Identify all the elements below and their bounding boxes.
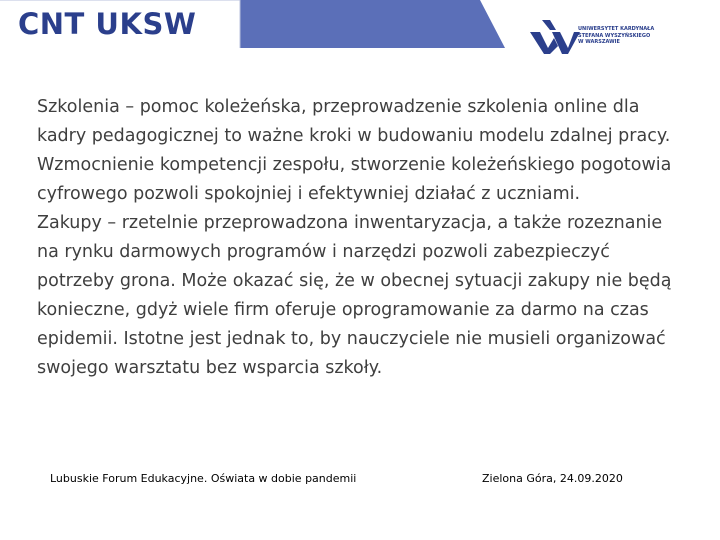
slide-body (37, 93, 683, 383)
uksw-logo-line-2: STEFANA WYSZYŃSKIEGO (578, 32, 651, 39)
paragraph-szkolenia: Szkolenia – pomoc koleżeńska, przeprowadzenie szkolenia online dla kadry pedagogicznej to ważne kroki w budowaniu modelu zdalnej pracy. Wzmocnienie kompetencji zespołu, stworzenie koleżeńskiego pogotowia cyfrowego pozwoli spokojniej i efektywniej działać z uczniami. (37, 97, 672, 204)
uksw-logo-line-3: W WARSZAWIE (578, 39, 620, 45)
cnt-uksw-logo: CNT UKSW (18, 7, 197, 41)
header-band-shape (240, 0, 505, 48)
footer-event-title: Lubuskie Forum Edukacyjne. Oświata w dobie pandemii (50, 472, 357, 485)
uksw-logo-text (578, 26, 654, 46)
header (0, 0, 720, 62)
paragraph-zakupy: Zakupy – rzetelnie przeprowadzona inwentaryzacja, a także rozeznanie na rynku darmowych programów i narzędzi pozwoli zabezpieczyć potrzeby grona. Może okazać się, że w obecnej sytuacji zakupy nie będą konieczne, gdyż wiele firm oferuje oprogramowanie za darmo na czas epidemii. Istotne jest jednak to, by nauczyciele nie musieli organizować swojego warsztatu bez wsparcia szkoły. (37, 213, 672, 378)
footer-place-date: Zielona Góra, 24.09.2020 (482, 472, 623, 485)
uksw-logo-line-1: UNIWERSYTET KARDYNAŁA (578, 26, 655, 32)
